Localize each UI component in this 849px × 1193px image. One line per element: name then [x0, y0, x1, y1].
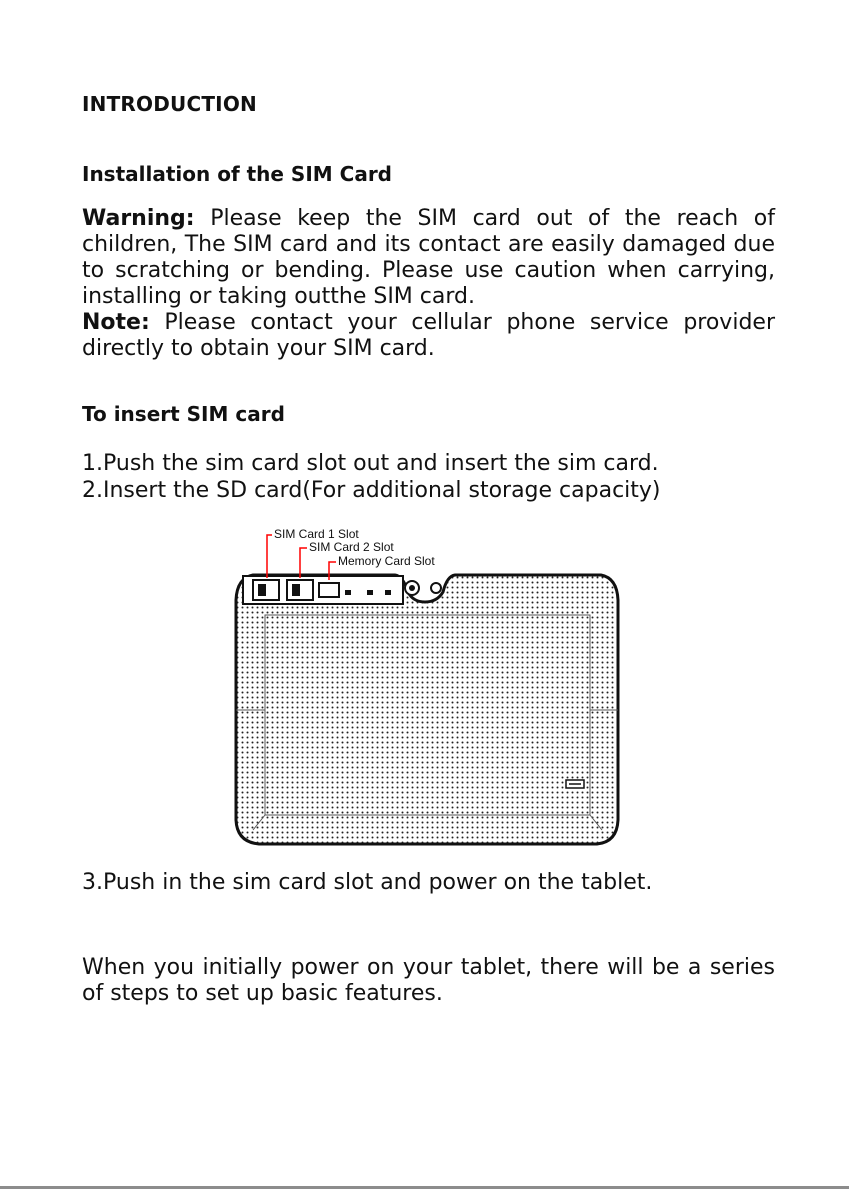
section-title-insert-sim: To insert SIM card: [82, 402, 285, 426]
warning-label: Warning:: [82, 206, 195, 231]
callout-memory-card: Memory Card Slot: [338, 554, 435, 568]
page-title: INTRODUCTION: [82, 92, 257, 116]
closing-paragraph: When you initially power on your tablet, there will be a series of steps to set up basic features.: [82, 955, 775, 1006]
warning-paragraph: [82, 206, 775, 362]
tablet-back-diagram: [225, 520, 625, 850]
callout-line-sim1: [267, 535, 272, 578]
step-1: 1.Push the sim card slot out and insert the sim card.: [82, 451, 659, 476]
step-3: 3.Push in the sim card slot and power on the tablet.: [82, 870, 653, 895]
note-label: Note:: [82, 310, 150, 335]
page-bottom-rule: [0, 1186, 849, 1189]
callout-sim-card-1: SIM Card 1 Slot: [274, 527, 359, 541]
memory-card-slot-shape: [319, 583, 339, 597]
callout-sim-card-2: SIM Card 2 Slot: [309, 540, 394, 554]
tablet-back-illustration: [225, 520, 625, 850]
note-text: Please contact your cellular phone service provider directly to obtain your SIM card.: [82, 310, 775, 361]
warning-text: Please keep the SIM card out of the reach of children, The SIM card and its contact are easily damaged due to scratching or bending. Please use caution when carrying, installing or taking outthe SIM card.: [82, 206, 775, 309]
flash-icon: [431, 583, 441, 593]
section-title-sim-installation: Installation of the SIM Card: [82, 162, 392, 186]
step-2: 2.Insert the SD card(For additional storage capacity): [82, 478, 661, 503]
